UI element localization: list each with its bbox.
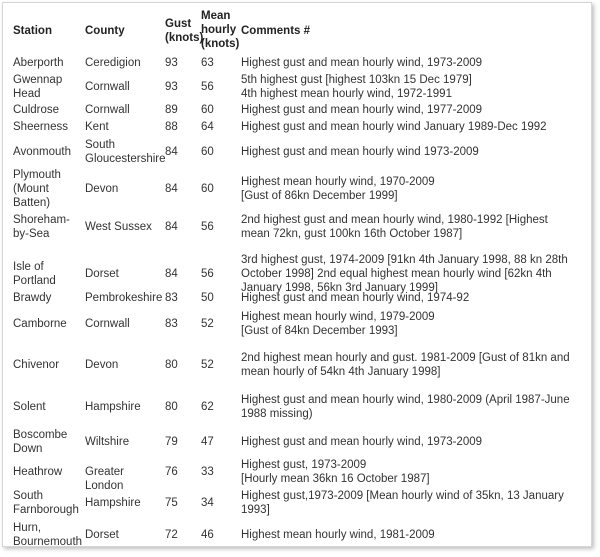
cell-mean: 60 [201, 183, 214, 195]
cell-gust: 79 [165, 436, 178, 448]
cell-gust: 88 [165, 121, 178, 133]
cell-gust: 75 [165, 497, 178, 509]
cell-county: Kent [85, 121, 109, 133]
cell-mean: 60 [201, 146, 214, 158]
cell-county: Hampshire [85, 401, 141, 413]
header-station: Station [13, 25, 52, 37]
cell-county: Cornwall [85, 318, 130, 330]
cell-mean: 47 [201, 436, 214, 448]
cell-mean: 64 [201, 121, 214, 133]
cell-gust: 84 [165, 183, 178, 195]
cell-comments: 2nd highest mean hourly and gust. 1981-2009 [Gust of 81kn and mean hourly of 54kn 4th January 1998] [241, 352, 570, 378]
cell-station: Sheerness [13, 121, 68, 133]
cell-comments: Highest gust and mean hourly wind, 1974-92 [241, 292, 470, 304]
cell-mean: 33 [201, 466, 214, 478]
cell-station: Shoreham- by-Sea [13, 214, 70, 240]
cell-county: Dorset [85, 529, 119, 541]
cell-gust: 93 [165, 81, 178, 93]
cell-gust: 76 [165, 466, 178, 478]
cell-county: Devon [85, 359, 119, 371]
header-county: County [85, 25, 125, 37]
cell-county: Dorset [85, 268, 119, 280]
cell-gust: 84 [165, 268, 178, 280]
cell-gust: 84 [165, 146, 178, 158]
cell-gust: 72 [165, 529, 178, 541]
cell-station: Plymouth (Mount Batten) [13, 169, 61, 209]
cell-comments: Highest gust and mean hourly wind January 1989-Dec 1992 [241, 121, 547, 133]
cell-station: Camborne [13, 318, 67, 330]
cell-comments: Highest mean hourly wind, 1981-2009 [241, 529, 435, 541]
cell-county: Hampshire [85, 497, 141, 509]
cell-mean: 63 [201, 57, 214, 69]
cell-mean: 52 [201, 359, 214, 371]
header-mean-hourly: Mean hourly (knots) [201, 10, 240, 50]
cell-county: Cornwall [85, 104, 130, 116]
cell-comments: 5th highest gust [highest 103kn 15 Dec 1979] 4th highest mean hourly wind, 1972-1991 [241, 74, 472, 100]
cell-county: West Sussex [85, 221, 152, 233]
cell-mean: 60 [201, 104, 214, 116]
header-comments: Comments # [241, 25, 311, 37]
cell-station: Solent [13, 401, 46, 413]
wind-table [2, 2, 592, 547]
cell-station: Avonmouth [13, 146, 71, 158]
cell-county: Ceredigion [85, 57, 141, 69]
cell-station: Heathrow [13, 466, 63, 478]
cell-county: Pembrokeshire [85, 292, 163, 304]
cell-station: Aberporth [13, 57, 64, 69]
cell-station: Isle of Portland [13, 261, 56, 287]
cell-comments: 3rd highest gust, 1974-2009 [91kn 4th January 1998, 88 kn 28th October 1998] 2nd equal highest mean hourly wind [62kn 4th January 1998, 56kn 3rd January 1999] [241, 254, 568, 294]
cell-comments: Highest mean hourly wind, 1979-2009 [Gust of 84kn December 1993] [241, 311, 435, 337]
cell-county: Greater London [85, 466, 124, 492]
cell-county: South Gloucestershire [85, 139, 166, 165]
cell-station: Chivenor [13, 359, 60, 371]
cell-mean: 34 [201, 497, 214, 509]
cell-comments: Highest gust and mean hourly wind, 1973-2009 [241, 436, 483, 448]
cell-county: Cornwall [85, 81, 130, 93]
cell-station: South Farnborough [13, 490, 79, 516]
cell-mean: 56 [201, 268, 214, 280]
cell-station: Gwennap Head [13, 74, 63, 100]
cell-comments: Highest gust, 1973-2009 [Hourly mean 36kn 16 October 1987] [241, 459, 430, 485]
cell-gust: 84 [165, 221, 178, 233]
cell-gust: 83 [165, 292, 178, 304]
cell-gust: 93 [165, 57, 178, 69]
cell-county: Devon [85, 183, 119, 195]
cell-mean: 62 [201, 401, 214, 413]
cell-mean: 46 [201, 529, 214, 541]
cell-comments: Highest gust and mean hourly wind, 1973-2009 [241, 57, 483, 69]
cell-comments: Highest gust and mean hourly wind, 1977-2009 [241, 104, 483, 116]
cell-comments: Highest gust,1973-2009 [Mean hourly wind of 35kn, 13 January 1993] [241, 490, 564, 516]
cell-gust: 89 [165, 104, 178, 116]
cell-station: Culdrose [13, 104, 60, 116]
cell-gust: 80 [165, 401, 178, 413]
cell-comments: Highest mean hourly wind, 1970-2009 [Gust of 86kn December 1999] [241, 176, 435, 202]
cell-station: Brawdy [13, 292, 52, 304]
cell-comments: Highest gust and mean hourly wind, 1980-2009 (April 1987-June 1988 missing) [241, 394, 570, 420]
header-gust: Gust (knots) [165, 18, 204, 44]
cell-mean: 56 [201, 81, 214, 93]
cell-comments: Highest gust and mean hourly wind 1973-2009 [241, 146, 479, 158]
cell-county: Wiltshire [85, 436, 130, 448]
cell-mean: 52 [201, 318, 214, 330]
cell-station: Hurn, Bournemouth [13, 522, 83, 548]
cell-station: Boscombe Down [13, 429, 68, 455]
cell-mean: 50 [201, 292, 214, 304]
cell-gust: 83 [165, 318, 178, 330]
cell-mean: 56 [201, 221, 214, 233]
cell-comments: 2nd highest gust and mean hourly wind, 1980-1992 [Highest mean 72kn, gust 100kn 16th October 1987] [241, 214, 548, 240]
cell-gust: 80 [165, 359, 178, 371]
